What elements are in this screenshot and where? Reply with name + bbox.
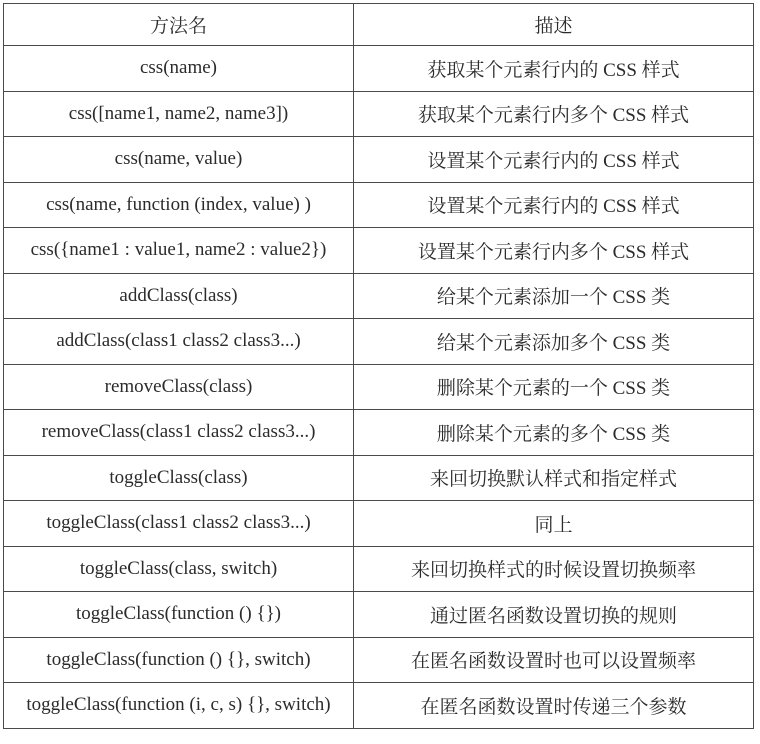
method-cell: css(name) [4, 46, 354, 92]
description-cell: 在匿名函数设置时也可以设置频率 [354, 637, 754, 683]
description-cell: 获取某个元素行内多个 CSS 样式 [354, 91, 754, 137]
table-row [4, 273, 754, 319]
table-row [4, 364, 754, 410]
method-cell: toggleClass(class) [4, 455, 354, 501]
methods-table [3, 3, 754, 729]
table-row [4, 501, 754, 547]
method-cell: removeClass(class1 class2 class3...) [4, 410, 354, 456]
description-cell: 设置某个元素行内的 CSS 样式 [354, 182, 754, 228]
description-cell: 删除某个元素的多个 CSS 类 [354, 410, 754, 456]
table-row [4, 637, 754, 683]
table-row [4, 137, 754, 183]
table-row [4, 546, 754, 592]
table-row [4, 455, 754, 501]
description-cell: 设置某个元素行内多个 CSS 样式 [354, 228, 754, 274]
method-cell: css([name1, name2, name3]) [4, 91, 354, 137]
description-cell: 同上 [354, 501, 754, 547]
methods-table-container [3, 3, 753, 729]
description-cell: 给某个元素添加多个 CSS 类 [354, 319, 754, 365]
method-cell: css({name1 : value1, name2 : value2}) [4, 228, 354, 274]
method-cell: addClass(class1 class2 class3...) [4, 319, 354, 365]
table-row [4, 683, 754, 729]
description-cell: 删除某个元素的一个 CSS 类 [354, 364, 754, 410]
table-row [4, 319, 754, 365]
table-header-row [4, 4, 754, 46]
description-cell: 设置某个元素行内的 CSS 样式 [354, 137, 754, 183]
method-cell: toggleClass(function () {}, switch) [4, 637, 354, 683]
description-cell: 来回切换默认样式和指定样式 [354, 455, 754, 501]
method-cell: toggleClass(function () {}) [4, 592, 354, 638]
method-cell: css(name, value) [4, 137, 354, 183]
table-row [4, 592, 754, 638]
method-cell: removeClass(class) [4, 364, 354, 410]
description-cell: 获取某个元素行内的 CSS 样式 [354, 46, 754, 92]
method-cell: toggleClass(class1 class2 class3...) [4, 501, 354, 547]
method-cell: addClass(class) [4, 273, 354, 319]
table-row [4, 91, 754, 137]
description-cell: 在匿名函数设置时传递三个参数 [354, 683, 754, 729]
header-description: 描述 [354, 4, 754, 46]
description-cell: 通过匿名函数设置切换的规则 [354, 592, 754, 638]
header-method-name: 方法名 [4, 4, 354, 46]
description-cell: 给某个元素添加一个 CSS 类 [354, 273, 754, 319]
table-row [4, 410, 754, 456]
table-row [4, 46, 754, 92]
method-cell: toggleClass(class, switch) [4, 546, 354, 592]
method-cell: toggleClass(function (i, c, s) {}, switch) [4, 683, 354, 729]
description-cell: 来回切换样式的时候设置切换频率 [354, 546, 754, 592]
table-row [4, 228, 754, 274]
table-row [4, 182, 754, 228]
method-cell: css(name, function (index, value) ) [4, 182, 354, 228]
